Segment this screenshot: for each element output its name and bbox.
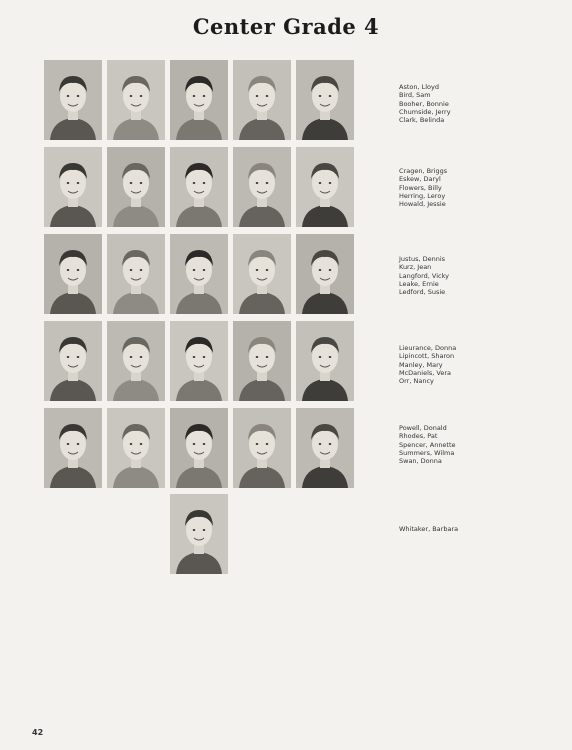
student-portrait: [296, 60, 354, 140]
student-portrait: [44, 234, 102, 314]
portrait-image: [170, 494, 228, 574]
student-portrait: [170, 494, 228, 574]
student-portrait: [233, 60, 291, 140]
name-list-row-2: [399, 167, 447, 208]
student-portrait: [170, 147, 228, 227]
student-name: Booher, Bonnie: [399, 99, 449, 108]
student-name: Lipincott, Sharon: [399, 352, 455, 361]
student-name: Justus, Dennis: [399, 255, 446, 263]
portrait-row-1: [44, 60, 364, 140]
student-name: Orr, Nancy: [399, 377, 434, 386]
student-portrait: [107, 408, 165, 488]
portrait-image: [296, 147, 354, 227]
student-name: Langford, Vicky: [399, 271, 449, 280]
student-portrait: [107, 321, 165, 401]
student-portrait: [170, 234, 228, 314]
student-portrait: [107, 147, 165, 227]
portrait-image: [296, 234, 354, 314]
name-list-row-4: [399, 344, 456, 385]
portrait-row-6: [44, 494, 364, 574]
student-name: Clark, Belinda: [399, 116, 445, 125]
student-name: Ledford, Susie: [399, 288, 446, 297]
portrait-image: [107, 147, 165, 227]
student-name: Leake, Ernie: [399, 279, 439, 288]
student-name: Howald, Jessie: [399, 200, 446, 209]
student-portrait: [296, 147, 354, 227]
portrait-row-2: [44, 147, 364, 227]
portrait-image: [233, 408, 291, 488]
student-portrait: [233, 408, 291, 488]
student-portrait: [107, 60, 165, 140]
portrait-image: [233, 321, 291, 401]
student-portrait: [296, 234, 354, 314]
page-number: 42: [32, 728, 44, 737]
name-list-row-1: [399, 83, 451, 124]
student-name: Herring, Leroy: [399, 191, 446, 200]
page-title: Center Grade 4: [192, 14, 380, 39]
student-portrait: [107, 234, 165, 314]
student-name: Eskew, Daryl: [399, 175, 441, 184]
portrait-image: [107, 234, 165, 314]
name-list-row-5: [399, 424, 456, 465]
portrait-image: [107, 60, 165, 140]
student-name: Chumside, Jerry: [399, 107, 451, 116]
name-list-row-3: [399, 255, 449, 296]
student-portrait: [44, 147, 102, 227]
student-name: Aston, Lloyd: [399, 83, 439, 91]
student-name: Summers, Wilma: [399, 448, 455, 457]
student-portrait: [44, 60, 102, 140]
portrait-image: [44, 408, 102, 488]
portrait-image: [233, 234, 291, 314]
student-name: Swan, Donna: [399, 457, 442, 466]
portrait-row-3: [44, 234, 364, 314]
portrait-image: [170, 60, 228, 140]
student-name: Bird, Sam: [399, 91, 431, 100]
student-portrait: [170, 408, 228, 488]
student-portrait: [170, 321, 228, 401]
portrait-image: [296, 60, 354, 140]
portrait-image: [170, 234, 228, 314]
portrait-image: [233, 60, 291, 140]
portrait-image: [44, 234, 102, 314]
portrait-image: [296, 321, 354, 401]
student-name: Manley, Mary: [399, 360, 443, 369]
portrait-image: [107, 321, 165, 401]
student-name: Cragen, Briggs: [399, 167, 448, 175]
student-name: Whitaker, Barbara: [399, 525, 459, 533]
student-name: McDaniels, Vera: [399, 368, 452, 377]
student-name: Kurz, Jean: [399, 263, 432, 272]
student-portrait: [233, 147, 291, 227]
portrait-image: [233, 147, 291, 227]
portrait-image: [170, 321, 228, 401]
student-portrait: [296, 408, 354, 488]
student-name: Rhodes, Pat: [399, 432, 438, 441]
student-name: Powell, Donald: [399, 424, 447, 432]
student-portrait: [44, 321, 102, 401]
portrait-row-5: [44, 408, 364, 488]
name-list-row-6: [399, 525, 458, 533]
student-portrait: [44, 408, 102, 488]
portrait-row-4: [44, 321, 364, 401]
portrait-image: [170, 408, 228, 488]
student-name: Flowers, Billy: [399, 183, 442, 192]
student-portrait: [170, 60, 228, 140]
portrait-image: [107, 408, 165, 488]
portrait-image: [170, 147, 228, 227]
student-name: Spencer, Annette: [399, 440, 456, 449]
portrait-image: [44, 60, 102, 140]
student-portrait: [296, 321, 354, 401]
portrait-image: [44, 321, 102, 401]
student-portrait: [233, 234, 291, 314]
student-portrait: [233, 321, 291, 401]
student-name: Lieurance, Donna: [399, 344, 457, 352]
portrait-image: [296, 408, 354, 488]
portrait-image: [44, 147, 102, 227]
